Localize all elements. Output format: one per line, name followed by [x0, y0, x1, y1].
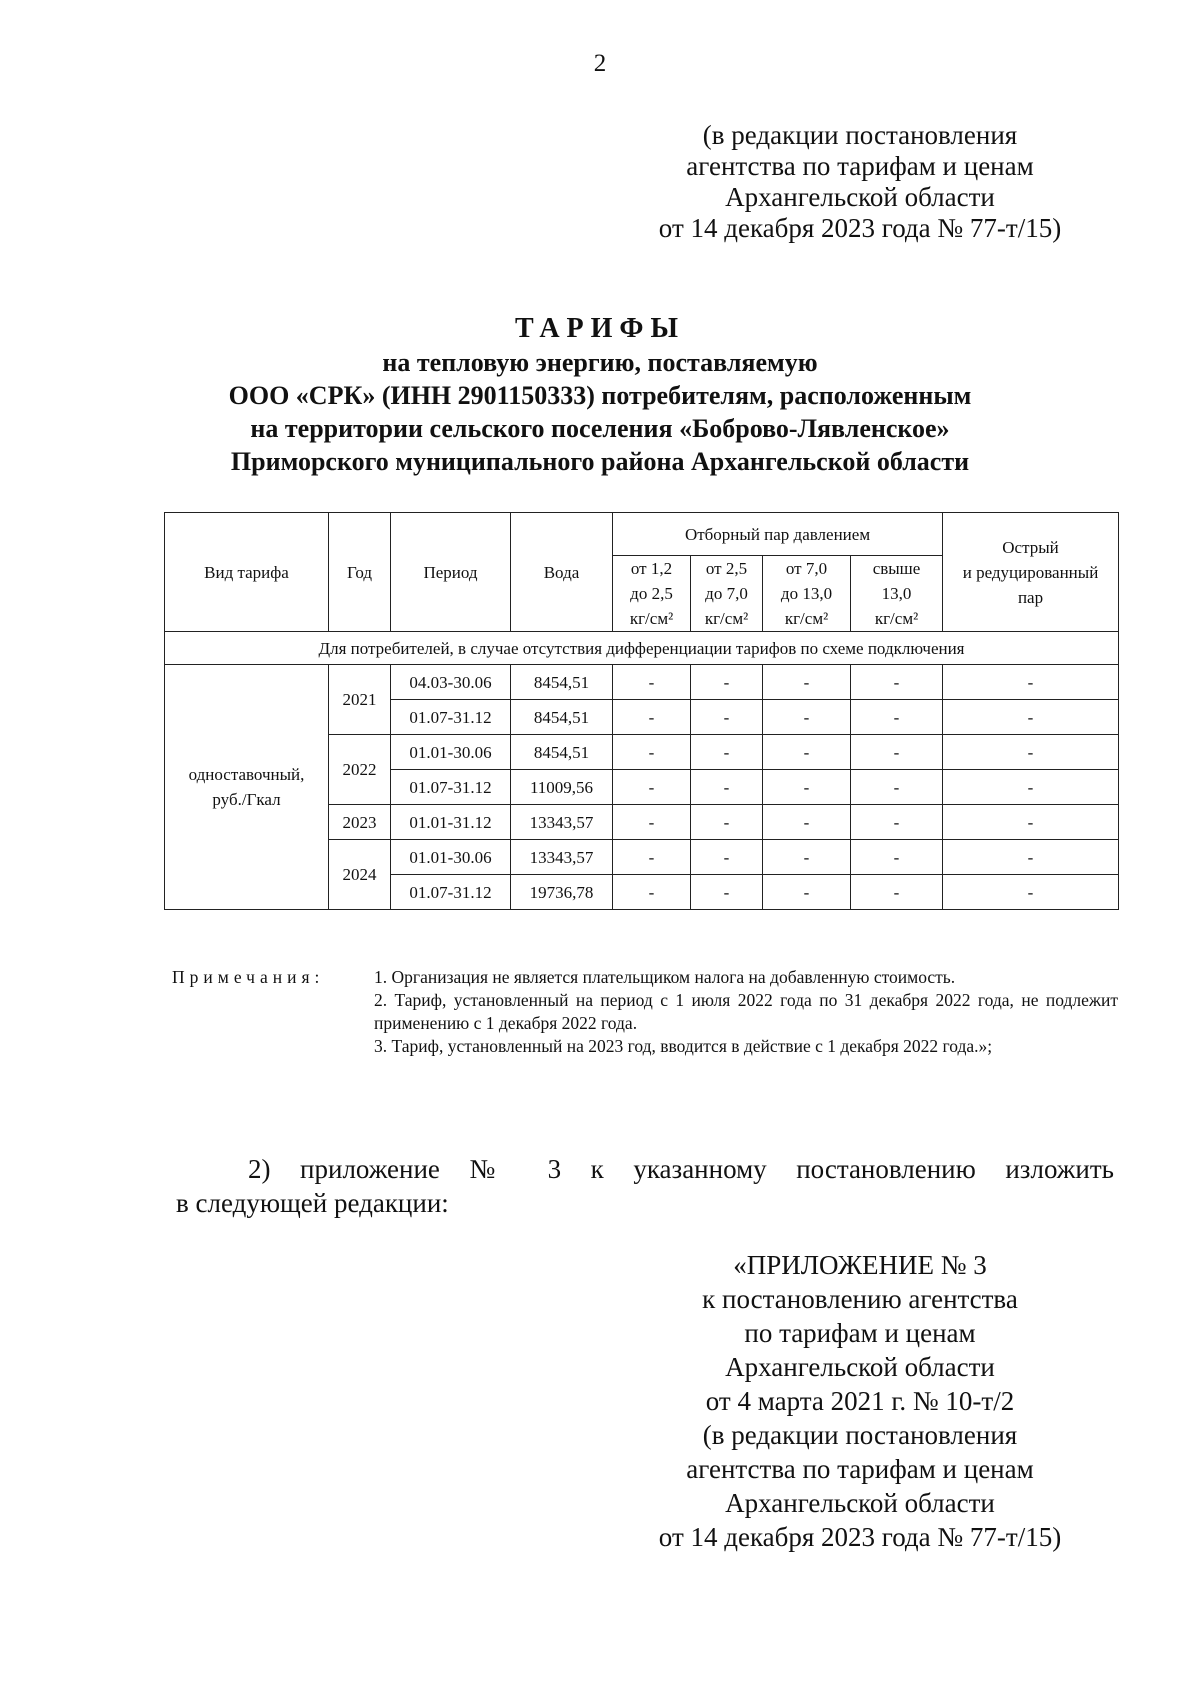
tariff-name-line: одноставочный, — [188, 765, 305, 784]
page-number: 2 — [593, 50, 607, 77]
water-cell: 8454,51 — [511, 665, 613, 700]
header-steam-line: свыше — [872, 559, 921, 578]
water-cell: 13343,57 — [511, 805, 613, 840]
title-line: на территории сельского поселения «Боброво-Лявленское» — [250, 414, 950, 443]
note-item: 3. Тариф, установленный на 2023 год, вводится в действие с 1 декабря 2022 года.»; — [374, 1036, 993, 1056]
steam-cell: - — [613, 665, 691, 700]
editorial-note — [600, 120, 1120, 244]
water-cell: 8454,51 — [511, 735, 613, 770]
water-cell: 11009,56 — [511, 770, 613, 805]
title-line: Приморского муниципального района Архангельской области — [230, 447, 970, 476]
steam-cell: - — [691, 700, 763, 735]
header-steam-line: от 7,0 — [785, 559, 828, 578]
appendix-line: (в редакции постановления — [702, 1420, 1018, 1450]
note-item: 2. Тариф, установленный на период с 1 июля 2022 года по 31 декабря 2022 года, не подлежит применению с 1 декабря 2022 года. — [374, 990, 1118, 1033]
header-steam-line: кг/см² — [704, 609, 749, 628]
editorial-note-line: Архангельской области — [725, 182, 995, 212]
header-steam-4 — [851, 556, 943, 632]
steam-cell: - — [613, 805, 691, 840]
header-steam-line: до 13,0 — [780, 584, 833, 603]
appendix-line: Архангельской области — [725, 1352, 995, 1382]
sharp-steam-cell: - — [943, 770, 1119, 805]
steam-cell: - — [691, 875, 763, 910]
steam-cell: - — [691, 735, 763, 770]
header-steam-line: кг/см² — [784, 609, 829, 628]
period-cell: 04.03-30.06 — [391, 665, 511, 700]
header-steam-line: от 1,2 — [630, 559, 673, 578]
steam-cell: - — [691, 770, 763, 805]
period-cell: 01.07-31.12 — [391, 875, 511, 910]
year-cell: 2024 — [329, 840, 391, 910]
year-cell: 2021 — [329, 665, 391, 735]
sharp-steam-cell: - — [943, 700, 1119, 735]
header-steam-2 — [691, 556, 763, 632]
year-cell: 2022 — [329, 735, 391, 805]
tariff-table — [164, 512, 1119, 910]
period-cell: 01.01-30.06 — [391, 840, 511, 875]
header-steam-line: 13,0 — [881, 584, 912, 603]
period-cell: 01.07-31.12 — [391, 770, 511, 805]
title-main: ТАРИФЫ — [515, 313, 685, 344]
title-line: на тепловую энергию, поставляемую — [382, 348, 818, 377]
steam-cell: - — [763, 805, 851, 840]
header-year: Год — [329, 513, 391, 632]
header-steam-1 — [613, 556, 691, 632]
appendix-header — [600, 1248, 1120, 1554]
note-item: 1. Организация не является плательщиком налога на добавленную стоимость. — [374, 967, 956, 987]
sharp-steam-cell: - — [943, 665, 1119, 700]
steam-cell: - — [851, 700, 943, 735]
water-cell: 8454,51 — [511, 700, 613, 735]
header-steam-3 — [763, 556, 851, 632]
header-steam-group: Отборный пар давлением — [613, 513, 943, 556]
header-sharp-steam-line: Острый — [1002, 537, 1059, 557]
steam-cell: - — [691, 805, 763, 840]
header-sharp-steam — [943, 513, 1119, 632]
steam-cell: - — [851, 840, 943, 875]
steam-cell: - — [613, 840, 691, 875]
steam-cell: - — [851, 805, 943, 840]
header-sharp-steam-line: пар — [1017, 587, 1044, 607]
header-tariff-type: Вид тарифа — [165, 513, 329, 632]
tariff-name-line: руб./Гкал — [212, 790, 281, 809]
sharp-steam-cell: - — [943, 875, 1119, 910]
editorial-note-line: от 14 декабря 2023 года № 77-т/15) — [658, 213, 1062, 243]
header-steam-line: кг/см² — [629, 609, 674, 628]
steam-cell: - — [691, 665, 763, 700]
amendment-paragraph — [176, 1152, 1114, 1220]
steam-cell: - — [763, 875, 851, 910]
header-steam-line: кг/см² — [874, 609, 919, 628]
steam-cell: - — [613, 875, 691, 910]
paragraph-line: в следующей редакции: — [176, 1188, 449, 1218]
period-cell: 01.07-31.12 — [391, 700, 511, 735]
steam-cell: - — [613, 735, 691, 770]
steam-cell: - — [613, 770, 691, 805]
notes-list — [374, 966, 1118, 1058]
steam-cell: - — [763, 665, 851, 700]
editorial-note-line: (в редакции постановления — [702, 120, 1018, 150]
title-line: ООО «СРК» (ИНН 2901150333) потребителям, расположенным — [228, 381, 972, 410]
sharp-steam-cell: - — [943, 735, 1119, 770]
header-steam-line: от 2,5 — [705, 559, 748, 578]
steam-cell: - — [851, 735, 943, 770]
header-sharp-steam-line: и редуцированный — [962, 562, 1099, 582]
water-cell: 13343,57 — [511, 840, 613, 875]
paragraph-line: 2) приложение № 3 к указанному постановлению изложить — [248, 1154, 1114, 1184]
header-steam-line: до 7,0 — [705, 584, 748, 603]
header-period: Период — [391, 513, 511, 632]
steam-cell: - — [763, 770, 851, 805]
steam-cell: - — [851, 665, 943, 700]
editorial-note-line: агентства по тарифам и ценам — [686, 151, 1034, 181]
period-cell: 01.01-30.06 — [391, 735, 511, 770]
appendix-line: от 14 декабря 2023 года № 77-т/15) — [658, 1522, 1062, 1552]
appendix-line: от 4 марта 2021 г. № 10-т/2 — [705, 1386, 1015, 1416]
water-cell: 19736,78 — [511, 875, 613, 910]
tariff-name-cell — [165, 665, 329, 910]
sharp-steam-cell: - — [943, 840, 1119, 875]
steam-cell: - — [851, 875, 943, 910]
steam-cell: - — [691, 840, 763, 875]
steam-cell: - — [763, 700, 851, 735]
header-water: Вода — [511, 513, 613, 632]
notes-label: Примечания: — [172, 967, 325, 987]
sharp-steam-cell: - — [943, 805, 1119, 840]
appendix-line: «ПРИЛОЖЕНИЕ № 3 — [733, 1250, 987, 1280]
table-section-title: Для потребителей, в случае отсутствия дифференциации тарифов по схеме подключения — [165, 632, 1119, 665]
appendix-line: агентства по тарифам и ценам — [686, 1454, 1034, 1484]
table-row — [165, 665, 1119, 700]
appendix-line: к постановлению агентства — [702, 1284, 1018, 1314]
appendix-line: Архангельской области — [725, 1488, 995, 1518]
steam-cell: - — [763, 840, 851, 875]
period-cell: 01.01-31.12 — [391, 805, 511, 840]
steam-cell: - — [613, 700, 691, 735]
document-title — [0, 312, 1200, 478]
year-cell: 2023 — [329, 805, 391, 840]
header-steam-line: до 2,5 — [630, 584, 673, 603]
steam-cell: - — [851, 770, 943, 805]
steam-cell: - — [763, 735, 851, 770]
appendix-line: по тарифам и ценам — [744, 1318, 976, 1348]
